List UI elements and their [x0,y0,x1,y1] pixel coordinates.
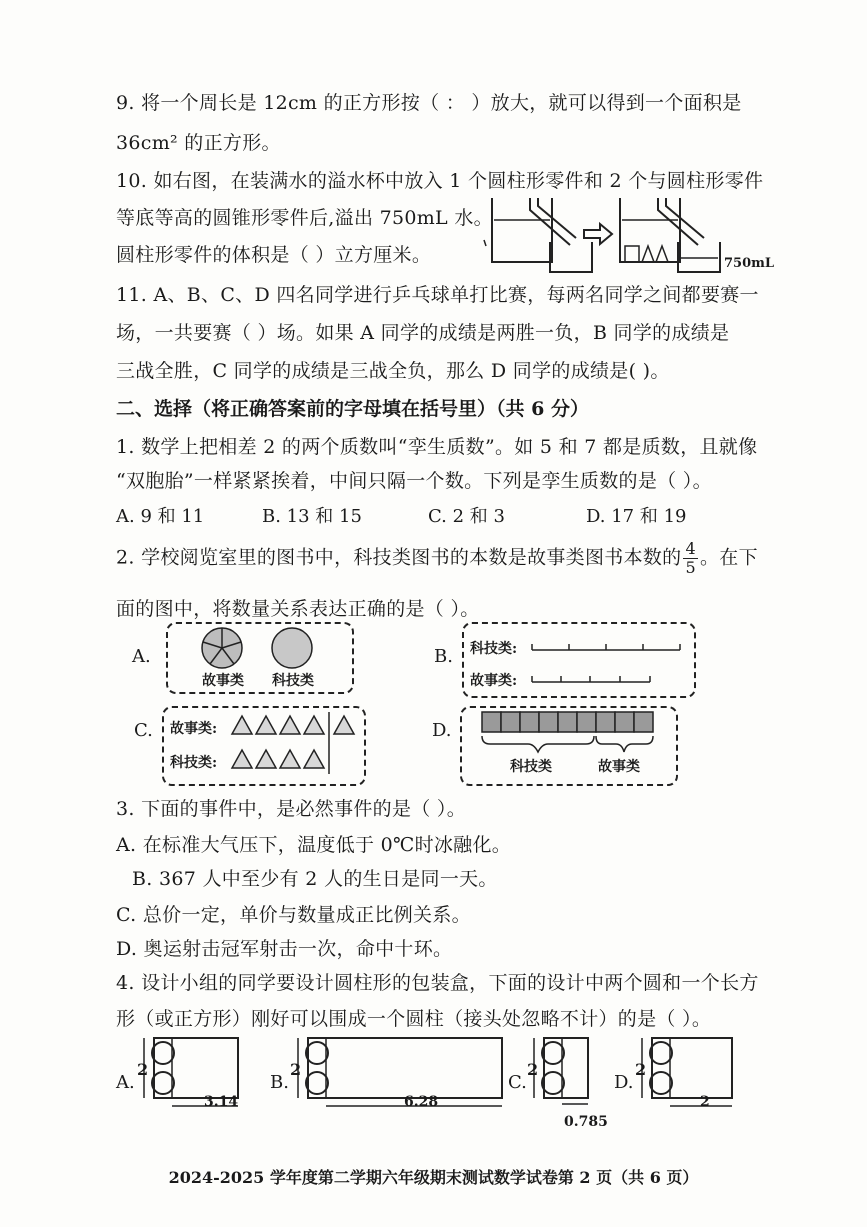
q9-line1: 9. 将一个周长是 12cm 的正方形按（ ： ）放大，就可以得到一个面积是 [116,92,742,114]
q11-line2: 场，一共要赛（ ）场。如果 A 同学的成绩是两胜一负，B 同学的成绩是 [116,322,730,344]
triangle-diagram [230,712,360,776]
c2d-label-story: 故事类 [598,759,640,775]
c4-line2: 形（或正方形）刚好可以围成一个圆柱（接头处忽略不计）的是（ ）。 [116,1008,712,1030]
q10-line1: 10. 如右图，在装满水的溢水杯中放入 1 个圆柱形零件和 2 个与圆柱形零件 [116,170,764,192]
c2-line1-tail: 。在下 [699,546,758,569]
c2a-label-sci: 科技类 [272,673,314,689]
c4-fig-c-side: 2 [527,1060,539,1079]
c1-option-c: C. 2 和 3 [428,506,505,527]
c2-line1-text: 2. 学校阅览室里的图书中，科技类图书的本数是故事类图书本数的 [116,546,682,569]
net-diagram-d [636,1034,746,1124]
c2-line2: 面的图中，将数量关系表达正确的是（ ）。 [116,598,480,620]
c2c-label-sci: 科技类: [170,755,218,771]
c2b-label-sci: 科技类: [470,641,518,657]
block-diagram [480,710,660,760]
pie-diagram [200,626,330,676]
c2b-label-story: 故事类: [470,673,518,689]
c1-line2: “双胞胎”一样紧紧挨着，中间只隔一个数。下列是孪生质数的是（ ）。 [116,470,712,492]
c1-option-a: A. 9 和 11 [116,506,205,527]
c2d-label-sci: 科技类 [510,759,552,775]
c1-option-b: B. 13 和 15 [262,506,362,527]
q10-line2: 等底等高的圆锥形零件后,溢出 750mL 水。 [116,207,493,229]
q11-line3: 三战全胜，C 同学的成绩是三战全负，那么 D 同学的成绩是( )。 [116,360,670,382]
c4-fig-a-width: 3.14 [204,1094,239,1110]
c4-fig-d-letter: D. [614,1072,634,1093]
q9-line2: 36cm² 的正方形。 [116,132,281,154]
net-diagram-a [138,1034,248,1124]
c3-line1: 3. 下面的事件中，是必然事件的是（ ）。 [116,798,467,820]
c4-fig-a-side: 2 [137,1060,149,1079]
c2-option-d-letter: D. [432,720,452,741]
c4-line1: 4. 设计小组的同学要设计圆柱形的包装盒，下面的设计中两个圆和一个长方 [116,972,759,994]
net-diagram-c [528,1034,608,1124]
c4-fig-d-width: 2 [700,1094,710,1110]
net-diagram-b [292,1034,512,1124]
fraction-four-fifths: $\frac{4}{5}$ [685,539,696,577]
c2a-label-story: 故事类 [202,673,244,689]
c4-fig-c-width: 0.785 [564,1114,608,1130]
c4-fig-b-width: 6.28 [404,1094,439,1110]
c2-option-c-letter: C. [134,720,153,741]
q11-line1: 11. A、B、C、D 四名同学进行乒乓球单打比赛，每两名同学之间都要赛一 [116,284,759,306]
c2-line1 [116,540,758,577]
c3-option-b: B. 367 人中至少有 2 人的生日是同一天。 [132,868,498,890]
c2c-label-story: 故事类: [170,721,218,737]
c4-fig-a-letter: A. [116,1072,135,1093]
c2-option-b-letter: B. [434,646,453,667]
segment-diagram [530,636,690,686]
c4-fig-b-side: 2 [290,1060,302,1079]
overflow-label: 750mL [724,256,775,271]
c4-fig-c-letter: C. [508,1072,527,1093]
page-footer: 2024-2025 学年度第二学期六年级期末测试数学试卷第 2 页（共 6 页） [168,1168,699,1187]
c2-option-a-letter: A. [132,646,151,667]
c3-option-c: C. 总价一定，单价与数量成正比例关系。 [116,904,471,926]
overflow-cup-figure [480,190,760,280]
c3-option-a: A. 在标准大气压下，温度低于 0℃时冰融化。 [116,834,512,856]
c1-option-d: D. 17 和 19 [586,506,687,527]
c1-line1: 1. 数学上把相差 2 的两个质数叫“孪生质数”。如 5 和 7 都是质数，且就像 [116,436,758,458]
q10-line3: 圆柱形零件的体积是（ ）立方厘米。 [116,244,432,266]
section2-title: 二、选择（将正确答案前的字母填在括号里）（共 6 分） [116,398,589,420]
c4-fig-d-side: 2 [635,1060,647,1079]
c3-option-d: D. 奥运射击冠军射击一次，命中十环。 [116,938,453,960]
c4-fig-b-letter: B. [270,1072,289,1093]
